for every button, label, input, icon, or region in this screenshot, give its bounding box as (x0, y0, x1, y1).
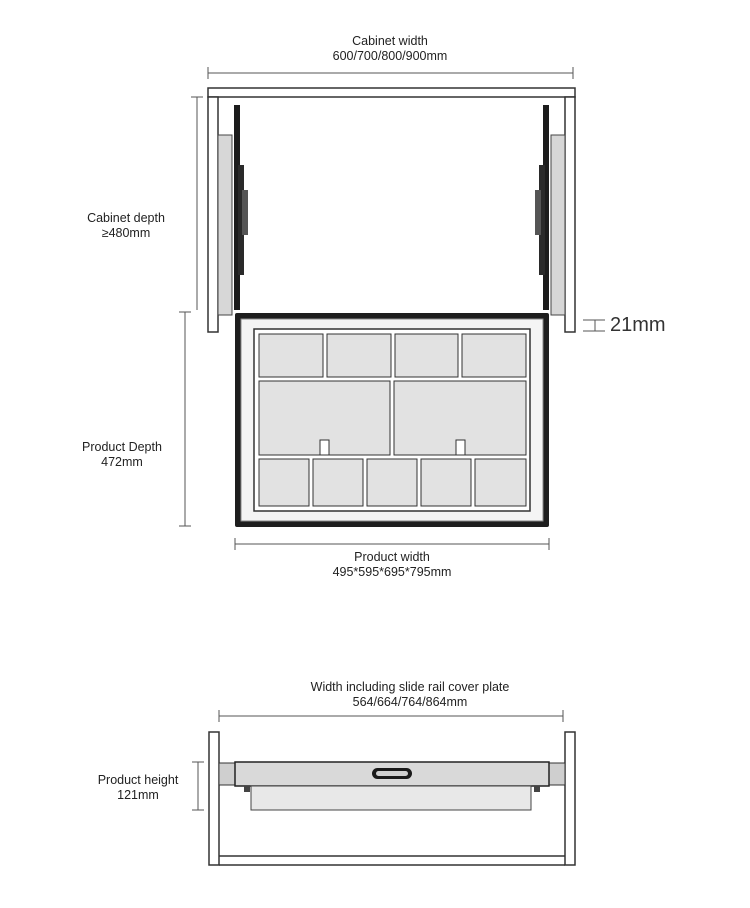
cabinet-width-title: Cabinet width (352, 34, 428, 48)
product-depth-label (66, 440, 178, 470)
overall-width-title: Width including slide rail cover plate (310, 680, 510, 694)
cabinet-width-dimension-line (208, 67, 573, 79)
product-depth-title: Product Depth (82, 440, 162, 454)
cabinet-depth-label (70, 211, 182, 241)
cabinet-depth-title: Cabinet depth (87, 211, 165, 225)
cabinet-outline (208, 88, 575, 332)
product-width-dimension-line (235, 538, 549, 550)
product-height-label (80, 773, 196, 803)
cabinet-width-label (300, 34, 480, 64)
overall-width-label (280, 680, 540, 710)
product-width-value: 495*595*695*795mm (332, 565, 452, 579)
left-slide-rail (218, 105, 248, 315)
right-slide-rail (535, 105, 565, 315)
product-height-title: Product height (97, 773, 179, 787)
cabinet-width-value: 600/700/800/900mm (332, 49, 448, 63)
product-width-label (322, 550, 462, 580)
drawer-handle-icon (372, 768, 412, 779)
cabinet-depth-value: ≥480mm (101, 226, 151, 240)
offset-value: 21mm (610, 314, 666, 336)
product-depth-value: 472mm (101, 455, 143, 469)
product-height-value: 121mm (117, 788, 159, 802)
offset-dimension-line (583, 320, 605, 331)
product-depth-dimension-line (179, 312, 191, 526)
cabinet-depth-dimension-line (191, 97, 203, 310)
overall-width-value: 564/664/764/864mm (352, 695, 468, 709)
product-width-title: Product width (354, 550, 430, 564)
offset-label (610, 313, 666, 337)
overall-width-dimension-line (219, 710, 563, 722)
